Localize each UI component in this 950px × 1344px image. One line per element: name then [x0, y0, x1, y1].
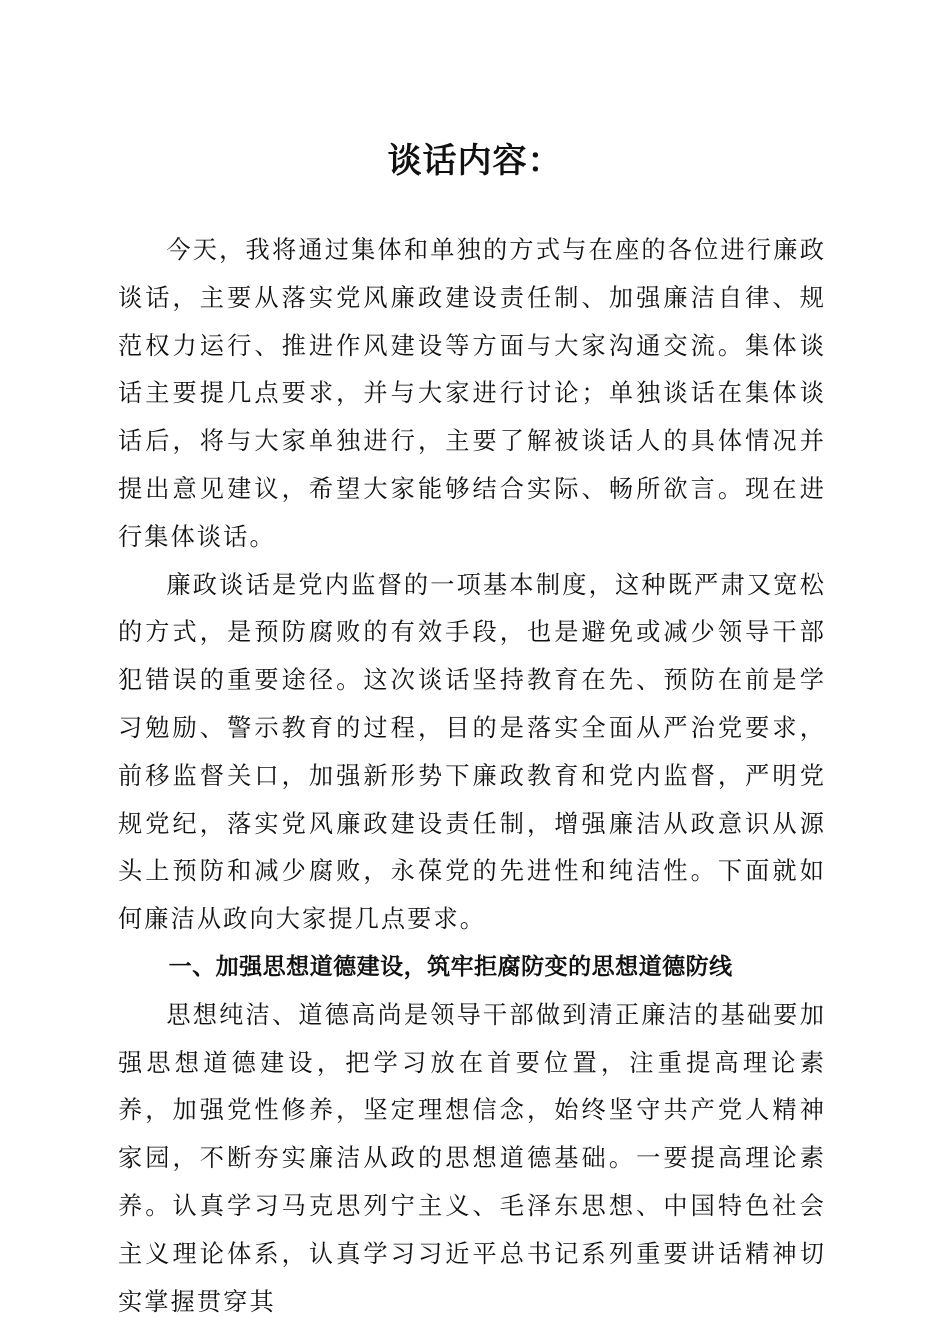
paragraph-purpose: 廉政谈话是党内监督的一项基本制度，这种既严肃又宽松的方式，是预防腐败的有效手段，也是避免或减少领导干部犯错误的重要途径。这次谈话坚持教育在先、预防在前是学习勉励、警示教育的过程，目的是落实全面从严治党要求，前移监督关口，加强新形势下廉政教育和党内监督，严明党规党纪，落实党风廉政建设责任制，增强廉洁从政意识从源头上预防和减少腐败，永葆党的先进性和纯洁性。下面就如何廉洁从政向大家提几点要求。	[118, 570, 826, 934]
paragraph-section-one: 思想纯洁、道德高尚是领导干部做到清正廉洁的基础要加强思想道德建设，把学习放在首要位置，注重提高理论素养，加强党性修养，坚定理想信念，始终坚守共产党人精神家园，不断夯实廉洁从政的思想道德基础。一要提高理论素养。认真学习马克思列宁主义、毛泽东思想、中国特色社会主义理论体系，认真学习习近平总书记系列重要讲话精神切实掌握贯穿其	[118, 1000, 826, 1316]
section-heading: 一、加强思想道德建设，筑牢拒腐防变的思想道德防线	[168, 953, 733, 980]
document-body	[118, 227, 826, 1326]
paragraph-intro: 今天，我将通过集体和单独的方式与在座的各位进行廉政谈话，主要从落实党风廉政建设责任制、加强廉洁自律、规范权力运行、推进作风建设等方面与大家沟通交流。集体谈话主要提几点要求，并与大家进行讨论；单独谈话在集体谈话后，将与大家单独进行，主要了解被谈话人的具体情况并提出意见建议，希望大家能够结合实际、畅所欲言。现在进行集体谈话。	[118, 236, 826, 551]
document-title: 谈话内容：	[387, 141, 563, 181]
